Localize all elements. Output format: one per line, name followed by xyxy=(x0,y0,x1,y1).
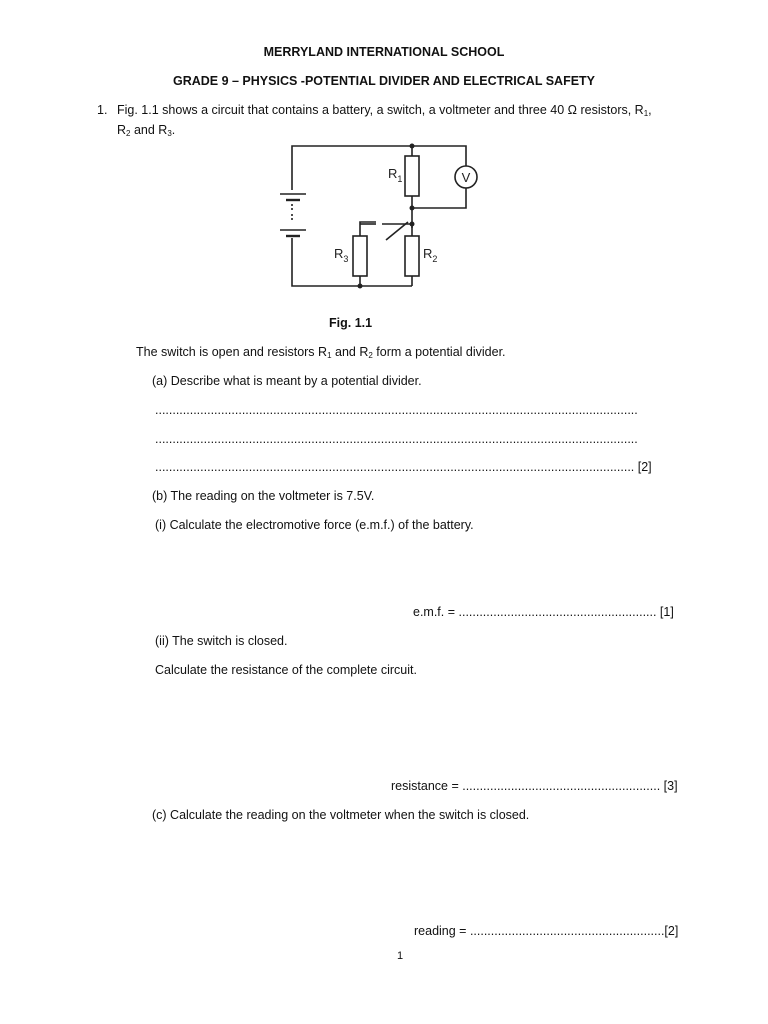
resistance-answer-line[interactable]: resistance = ......................................................... [3] xyxy=(391,779,678,793)
answer-line-a3[interactable]: .......................................................................................................................................... [2] xyxy=(155,460,652,474)
part-b-ii-line2: Calculate the resistance of the complete circuit. xyxy=(155,663,417,677)
answer-line-a1[interactable]: ........................................................................................................................................... xyxy=(155,403,638,417)
r3-label: $R_3$ xyxy=(334,246,349,264)
answer-line-a2[interactable]: ........................................................................................................................................... xyxy=(155,432,638,446)
emf-answer-line[interactable]: e.m.f. = ......................................................... [1] xyxy=(413,605,674,619)
page-number: 1 xyxy=(397,950,404,962)
question-number: 1. xyxy=(97,103,108,117)
part-b-i-question: (i) Calculate the electromotive force (e.m.f.) of the battery. xyxy=(155,518,474,532)
question-intro-line2: $R_2$ and $R_3$. xyxy=(117,123,176,138)
worksheet-title: GRADE 9 – PHYSICS -POTENTIAL DIVIDER AND ELECTRICAL SAFETY xyxy=(172,74,596,88)
potential-divider-statement: The switch is open and resistors $R_1$ and $R_2$ form a potential divider. xyxy=(136,345,506,360)
r2-label: $R_2$ xyxy=(423,246,438,264)
figure-caption: Fig. 1.1 xyxy=(329,316,373,330)
part-b-intro: (b) The reading on the voltmeter is 7.5V. xyxy=(152,489,375,503)
question-intro-line1: Fig. 1.1 shows a circuit that contains a battery, a switch, a voltmeter and three 40 Ω resistors, $R_1$, xyxy=(117,103,652,118)
part-b-ii-line1: (ii) The switch is closed. xyxy=(155,634,288,648)
bottom-wire xyxy=(292,238,412,286)
reading-answer-line[interactable]: reading = ........................................................[2] xyxy=(414,924,679,938)
r1-label: $R_1$ xyxy=(388,166,403,184)
resistor-r1 xyxy=(405,156,419,196)
voltmeter-label: V xyxy=(461,170,471,185)
part-c-question: (c) Calculate the reading on the voltmeter when the switch is closed. xyxy=(152,808,530,822)
resistor-r2 xyxy=(405,236,419,276)
school-name: MERRYLAND INTERNATIONAL SCHOOL xyxy=(263,45,505,59)
battery-symbol xyxy=(280,194,306,236)
resistor-r3 xyxy=(353,236,367,276)
circuit-diagram xyxy=(258,130,484,296)
part-a-question: (a) Describe what is meant by a potential divider. xyxy=(152,374,422,388)
